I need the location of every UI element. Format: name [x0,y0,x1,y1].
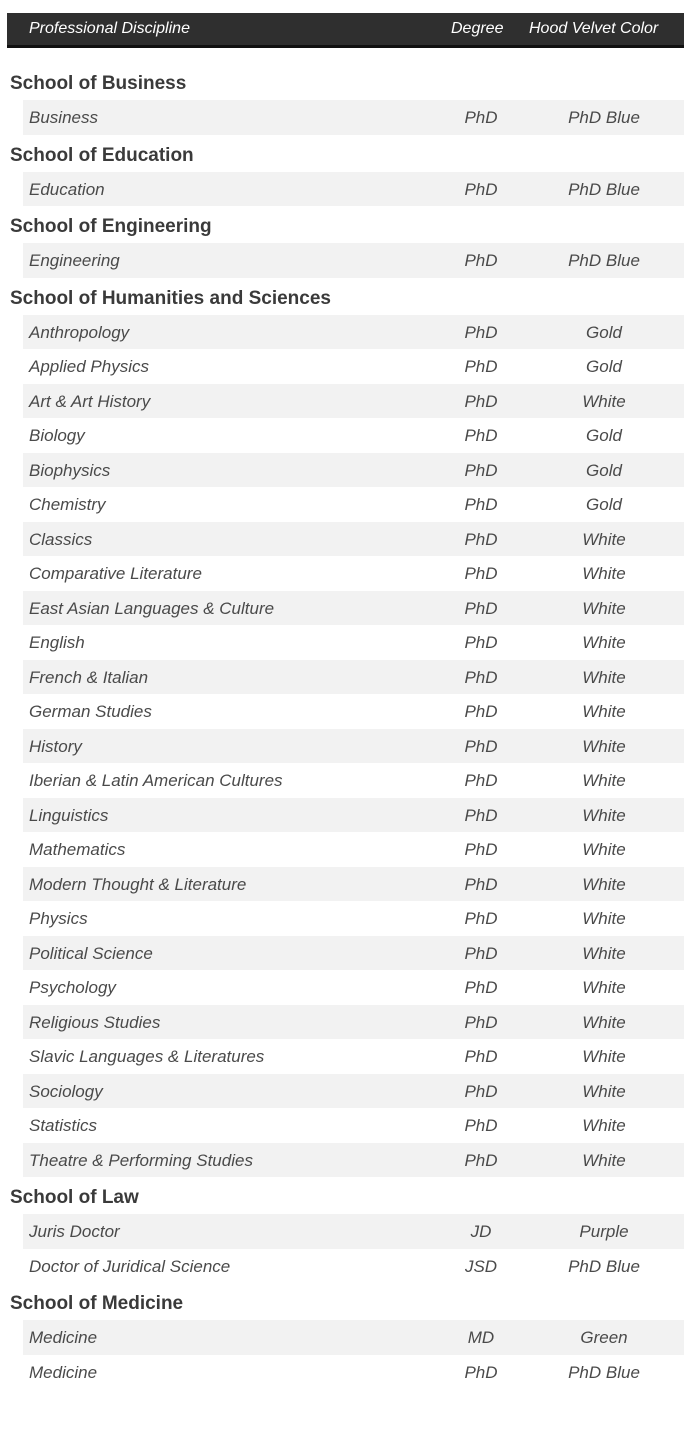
hood-color-cell: White [582,1150,626,1170]
degree-cell: PhD [464,1116,498,1135]
table-row [23,901,684,936]
discipline-cell: Linguistics [29,805,109,825]
table-row [23,1214,684,1249]
table-row [23,487,684,522]
degree-cell: PhD [464,943,498,963]
table-row [23,867,684,902]
discipline-cell: French & Italian [29,667,149,687]
discipline-cell: Doctor of Juridical Science [29,1256,231,1276]
discipline-cell: German Studies [29,702,152,721]
hood-color-cell: Gold [586,357,622,376]
hood-color-cell: White [582,1081,626,1101]
discipline-cell: Biophysics [29,460,111,480]
table-row [23,591,684,626]
school-heading: School of Business [10,73,187,94]
discipline-cell: Engineering [29,251,120,270]
header-discipline: Professional Discipline [29,20,190,37]
hood-color-cell: White [582,702,626,721]
table-row [23,936,684,971]
table-row [23,522,684,557]
table-row [23,315,684,350]
school-heading: School of Education [10,144,194,166]
discipline-cell: Medicine [29,1362,98,1382]
discipline-cell: East Asian Languages & Culture [29,598,275,618]
table-row [23,384,684,419]
discipline-cell: Slavic Languages & Literatures [29,1047,265,1066]
hood-color-cell: White [582,771,626,790]
header-hood-color: Hood Velvet Color [529,20,659,37]
degree-cell: PhD [464,805,498,825]
table-row [23,349,684,384]
hood-color-cell: White [582,874,626,894]
discipline-cell: Classics [29,529,93,549]
table-row [23,1355,684,1390]
hood-color-cell: White [582,943,626,963]
discipline-cell: Modern Thought & Literature [29,874,247,894]
hood-color-cell: Purple [579,1222,629,1241]
discipline-cell: English [29,633,85,652]
table-row [23,1108,684,1143]
school-heading: School of Humanities and Sciences [10,287,331,309]
table-row [23,660,684,695]
degree-cell: PhD [464,633,498,652]
hood-color-cell: Gold [586,322,622,342]
discipline-cell: Theatre & Performing Studies [29,1150,253,1170]
discipline-cell: Statistics [29,1116,98,1135]
discipline-cell: Education [29,179,105,199]
degree-cell: PhD [464,667,498,687]
degree-cell: JD [470,1222,492,1241]
hood-color-table [0,13,684,1389]
discipline-cell: Sociology [29,1081,103,1101]
hood-color-cell: PhD Blue [568,179,640,199]
table-row [23,694,684,729]
table-row [23,1039,684,1074]
table-row [23,556,684,591]
discipline-cell: Anthropology [29,322,130,342]
degree-cell: PhD [464,1012,498,1032]
discipline-cell: Business [29,108,98,127]
degree-cell: PhD [464,322,498,342]
discipline-cell: Applied Physics [29,357,150,376]
table-row [23,100,684,135]
degree-cell: PhD [464,598,498,618]
hood-color-cell: White [582,978,626,997]
hood-color-cell: Gold [586,495,622,514]
hood-color-cell: White [582,1012,626,1032]
table-header [7,13,684,48]
table-row [23,243,684,278]
degree-cell: PhD [464,495,498,514]
discipline-cell: History [29,736,82,756]
header-degree: Degree [451,20,504,37]
discipline-cell: Biology [29,426,85,445]
hood-color-cell: White [582,633,626,652]
degree-cell: PhD [464,1047,498,1066]
discipline-cell: Chemistry [29,495,106,514]
degree-cell: PhD [464,736,498,756]
table-row [23,1074,684,1109]
discipline-cell: Physics [29,909,88,928]
school-heading: School of Law [10,1187,139,1208]
hood-color-cell: White [582,391,626,411]
table-row [23,172,684,207]
table-row [23,1320,684,1355]
table-row [23,763,684,798]
table-body [0,67,684,1389]
table-row [23,970,684,1005]
degree-cell: PhD [464,108,498,127]
hood-color-cell: Gold [586,460,622,480]
degree-cell: PhD [464,771,498,790]
table-row [23,1249,684,1284]
hood-color-cell: White [582,598,626,618]
degree-cell: PhD [464,978,498,997]
degree-cell: PhD [464,460,498,480]
degree-cell: PhD [464,251,498,270]
hood-color-cell: White [582,529,626,549]
hood-color-cell: White [582,840,626,859]
hood-color-cell: White [582,736,626,756]
degree-cell: PhD [464,1150,498,1170]
table-row [23,418,684,453]
table-row [23,1143,684,1178]
hood-color-cell: PhD Blue [568,251,640,270]
degree-cell: JSD [464,1256,498,1276]
degree-cell: PhD [464,1081,498,1101]
table-row [23,832,684,867]
hood-color-cell: Gold [586,426,622,445]
hood-color-cell: White [582,1116,626,1135]
degree-cell: PhD [464,702,498,721]
table-row [23,453,684,488]
hood-color-cell: PhD Blue [568,108,640,127]
school-heading: School of Engineering [10,216,212,237]
table-row [23,1005,684,1040]
discipline-cell: Juris Doctor [29,1222,120,1241]
hood-color-cell: White [582,667,626,687]
hood-color-cell: White [582,1047,626,1066]
degree-cell: PhD [464,529,498,549]
degree-cell: PhD [464,426,498,445]
hood-color-cell: White [582,564,626,583]
degree-cell: PhD [464,840,498,859]
discipline-cell: Religious Studies [29,1012,161,1032]
table-row [23,625,684,660]
degree-cell: PhD [464,179,498,199]
degree-cell: PhD [464,357,498,376]
degree-cell: PhD [464,391,498,411]
degree-cell: PhD [464,909,498,928]
degree-cell: MD [467,1328,495,1347]
table-row [23,798,684,833]
hood-color-cell: White [582,909,626,928]
discipline-cell: Medicine [29,1328,98,1347]
discipline-cell: Iberian & Latin American Cultures [29,771,283,790]
discipline-cell: Political Science [29,943,153,963]
discipline-cell: Psychology [29,978,116,997]
hood-color-cell: PhD Blue [568,1362,640,1382]
degree-cell: PhD [464,874,498,894]
school-heading: School of Medicine [10,1293,184,1314]
degree-cell: PhD [464,1362,498,1382]
discipline-cell: Comparative Literature [29,564,202,583]
table-row [23,729,684,764]
hood-color-cell: White [582,805,626,825]
hood-color-cell: Green [580,1328,628,1347]
hood-color-cell: PhD Blue [568,1256,640,1276]
discipline-cell: Art & Art History [29,391,151,411]
degree-cell: PhD [464,564,498,583]
discipline-cell: Mathematics [29,840,126,859]
